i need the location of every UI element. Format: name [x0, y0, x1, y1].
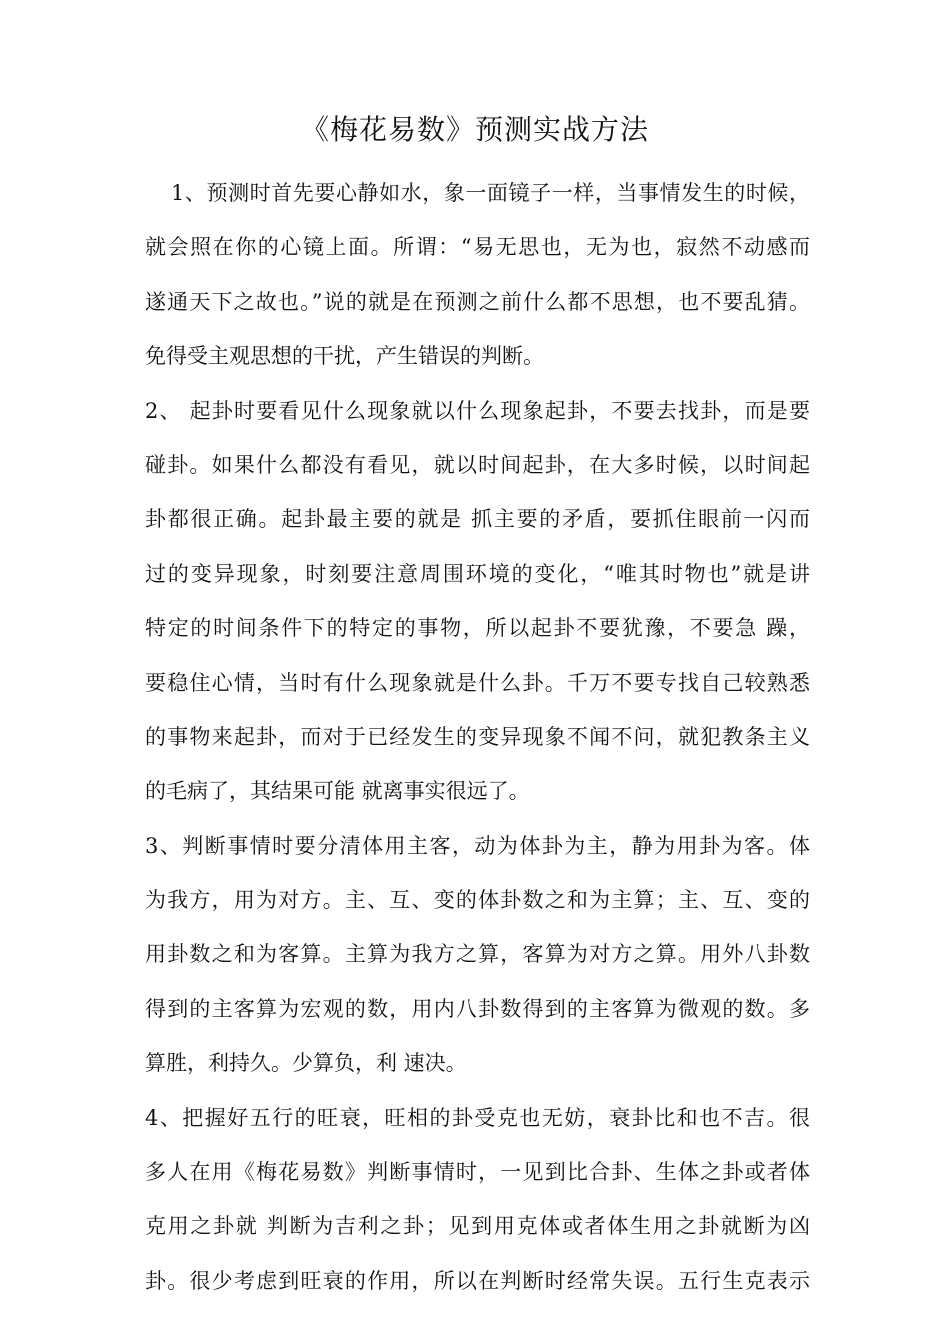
text-line: 为我方，用为对方。主、互、变的体卦数之和为主算；主、互、变的 — [145, 888, 810, 913]
text-line: 卦都很正确。起卦最主要的就是 抓主要的矛盾，要抓住眼前一闪而 — [145, 507, 810, 532]
text-line: 克用之卦就 判断为吉利之卦；见到用克体或者体生用之卦就断为凶 — [145, 1214, 810, 1239]
text-line: 用卦数之和为客算。主算为我方之算，客算为对方之算。用外八卦数 — [145, 942, 810, 967]
text-line: 3、判断事情时要分清体用主客，动为体卦为主，静为用卦为客。体 — [145, 833, 810, 858]
text-line: 的毛病了，其结果可能 就离事实很远了。 — [145, 779, 530, 804]
text-line: 免得受主观思想的干扰，产生错误的判断。 — [145, 344, 544, 369]
text-line: 就会照在你的心镜上面。所谓：“易无思也，无为也，寂然不动感而 — [145, 235, 810, 260]
text-line: 算胜，利持久。少算负，利 速决。 — [145, 1051, 467, 1076]
text-line: 要稳住心情，当时有什么现象就是什么卦。千万不要专找自己较熟悉 — [145, 670, 810, 695]
text-line: 过的变异现象，时刻要注意周围环境的变化，“唯其时物也”就是讲 — [145, 561, 810, 586]
text-line: 1、预测时首先要心静如水，象一面镜子一样，当事情发生的时候， — [171, 181, 810, 205]
text-line: 多人在用《梅花易数》判断事情时，一见到比合卦、生体之卦或者体 — [145, 1160, 810, 1185]
text-line: 的事物来起卦，而对于已经发生的变异现象不闻不问，就犯教条主义 — [145, 724, 810, 749]
text-line: 碰卦。如果什么都没有看见，就以时间起卦，在大多时候，以时间起 — [145, 452, 810, 477]
text-line: 4、把握好五行的旺衰，旺相的卦受克也无妨，衰卦比和也不吉。很 — [145, 1105, 810, 1130]
document-title: 《梅花易数》预测实战方法 — [300, 113, 649, 146]
text-line: 特定的时间条件下的特定的事物，所以起卦不要犹豫，不要急 躁， — [145, 616, 810, 641]
text-line: 遂通天下之故也。”说的就是在预测之前什么都不思想，也不要乱猜。 — [145, 289, 810, 314]
document-body — [145, 166, 810, 1308]
text-line: 卦。很少考虑到旺衰的作用，所以在判断时经常失误。五行生克表示 — [145, 1268, 810, 1293]
text-line: 2、 起卦时要看见什么现象就以什么现象起卦，不要去找卦，而是要 — [145, 398, 810, 423]
text-line: 得到的主客算为宏观的数，用内八卦数得到的主客算为微观的数。多 — [145, 996, 810, 1021]
